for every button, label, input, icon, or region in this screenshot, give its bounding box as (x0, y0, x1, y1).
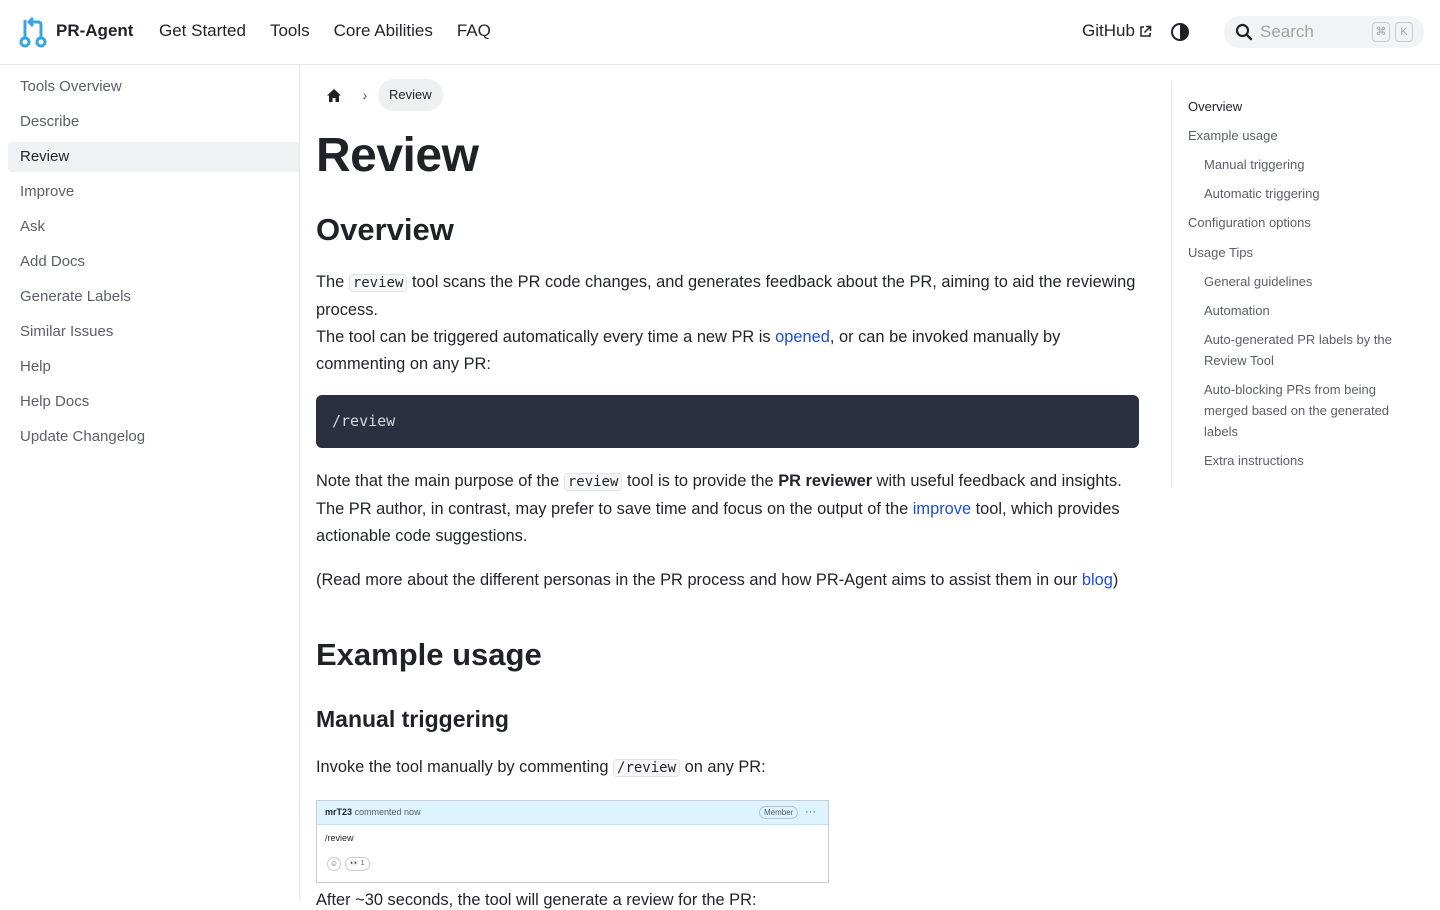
shortcut-cmd-key: ⌘ (1372, 22, 1390, 42)
nav-core-abilities[interactable]: Core Abilities (333, 21, 433, 40)
toc-item-general-guidelines[interactable]: General guidelines (1204, 274, 1313, 289)
main-content (316, 65, 1139, 909)
comment-user: mrT23 (325, 807, 353, 817)
table-of-contents (1171, 81, 1411, 488)
home-icon[interactable] (316, 79, 352, 111)
toc-item-automatic-triggering[interactable]: Automatic triggering (1204, 186, 1320, 201)
inline-code: review (349, 274, 408, 292)
toc-item-manual-triggering[interactable]: Manual triggering (1204, 157, 1305, 172)
text: tool is to provide the (622, 472, 779, 490)
breadcrumb-current[interactable]: Review (378, 79, 443, 111)
brand-name[interactable]: PR-Agent (56, 21, 134, 40)
member-badge: Member (759, 806, 798, 819)
text: The tool can be triggered automatically every time a new PR is (316, 328, 776, 346)
smiley-icon: ☺ (327, 857, 341, 871)
opened-link[interactable]: opened (775, 328, 830, 346)
toc-item-extra-instructions[interactable]: Extra instructions (1204, 453, 1304, 468)
improve-link[interactable]: improve (912, 500, 972, 518)
sidebar-item-improve[interactable]: Improve (20, 183, 75, 200)
bold-text: PR reviewer (778, 472, 873, 490)
toc-item-configuration-options[interactable]: Configuration options (1188, 215, 1311, 230)
toc-item-automation[interactable]: Automation (1204, 303, 1270, 318)
comment-action: commented now (354, 807, 421, 817)
toc-item-auto-blocking[interactable]: Auto-blocking PRs from being merged based on the generated labels (1204, 382, 1390, 439)
github-label: GitHub (1082, 21, 1135, 40)
chevron-right-icon: › (362, 87, 368, 103)
text: tool scans the PR code changes, and generates feedback about the PR, aiming to aid the reviewing process. (316, 273, 1136, 319)
comment-body: /review (325, 833, 354, 843)
sidebar-item-update-changelog[interactable]: Update Changelog (20, 428, 146, 445)
paragraph-blog (316, 567, 1139, 594)
heading-example-usage: Example usage (316, 637, 542, 672)
nav-faq[interactable]: FAQ (456, 21, 491, 40)
text: (Read more about the different personas in the PR process and how PR-Agent aims to assist them in our (316, 571, 1082, 589)
sidebar-item-tools-overview[interactable]: Tools Overview (20, 78, 122, 95)
text: Note that the main purpose of the (316, 472, 564, 490)
text: ) (1112, 571, 1119, 589)
text: tool, which provides actionable code suggestions. (316, 500, 1120, 545)
heading-manual-triggering: Manual triggering (316, 706, 509, 732)
sidebar-item-add-docs[interactable]: Add Docs (20, 253, 86, 270)
inline-code: review (564, 473, 623, 491)
inline-code: /review (613, 759, 680, 777)
sidebar-item-review[interactable]: Review (8, 142, 299, 172)
theme-toggle-icon[interactable] (1170, 22, 1190, 42)
top-nav (159, 21, 491, 41)
toc-item-example-usage[interactable]: Example usage (1188, 128, 1278, 143)
page-title: Review (316, 129, 479, 182)
text: , or can be invoked manually by commenting on any PR: (316, 328, 1061, 373)
paragraph-intro (316, 269, 1139, 378)
text: Invoke the tool manually by commenting (316, 758, 614, 776)
sidebar-item-ask[interactable]: Ask (20, 218, 46, 235)
comment-screenshot (316, 800, 829, 883)
comment-header (317, 801, 828, 825)
more-options-icon: ··· (805, 806, 816, 818)
external-link-icon (1139, 25, 1152, 38)
toc-item-overview[interactable]: Overview (1188, 99, 1243, 114)
paragraph-invoke (316, 754, 1139, 782)
text: The (316, 273, 349, 291)
search-icon (1235, 23, 1253, 41)
nav-get-started[interactable]: Get Started (159, 21, 246, 40)
sidebar-item-generate-labels[interactable]: Generate Labels (20, 288, 131, 305)
comment-reactions (327, 857, 370, 871)
eyes-reaction: 👀 1 (345, 857, 370, 871)
sidebar-item-help[interactable]: Help (20, 358, 51, 375)
paragraph-note (316, 468, 1139, 550)
text: on any PR: (680, 758, 766, 776)
sidebar-item-describe[interactable]: Describe (20, 113, 80, 130)
paragraph-after: After ~30 seconds, the tool will generate a review for the PR: (316, 891, 757, 909)
github-link[interactable] (1082, 21, 1152, 41)
top-header (0, 0, 1440, 65)
nav-tools[interactable]: Tools (269, 21, 310, 40)
toc-item-usage-tips[interactable]: Usage Tips (1188, 245, 1254, 260)
shortcut-k-key: K (1395, 22, 1413, 42)
search-box[interactable] (1224, 16, 1424, 48)
text: with useful feedback and insights. The PR author, in contrast, may prefer to save time and focus on the output of the (316, 472, 1122, 518)
pr-agent-logo-icon[interactable] (18, 16, 48, 48)
toc-item-auto-generated-labels[interactable]: Auto-generated PR labels by the Review Tool (1204, 332, 1392, 368)
left-sidebar (0, 65, 300, 900)
sidebar-item-help-docs[interactable]: Help Docs (20, 393, 90, 410)
heading-overview: Overview (316, 212, 454, 247)
code-block: /review (316, 395, 1139, 448)
breadcrumb (316, 79, 443, 111)
blog-link[interactable]: blog (1081, 571, 1113, 589)
sidebar-item-similar-issues[interactable]: Similar Issues (20, 323, 114, 340)
search-placeholder: Search (1260, 22, 1314, 41)
